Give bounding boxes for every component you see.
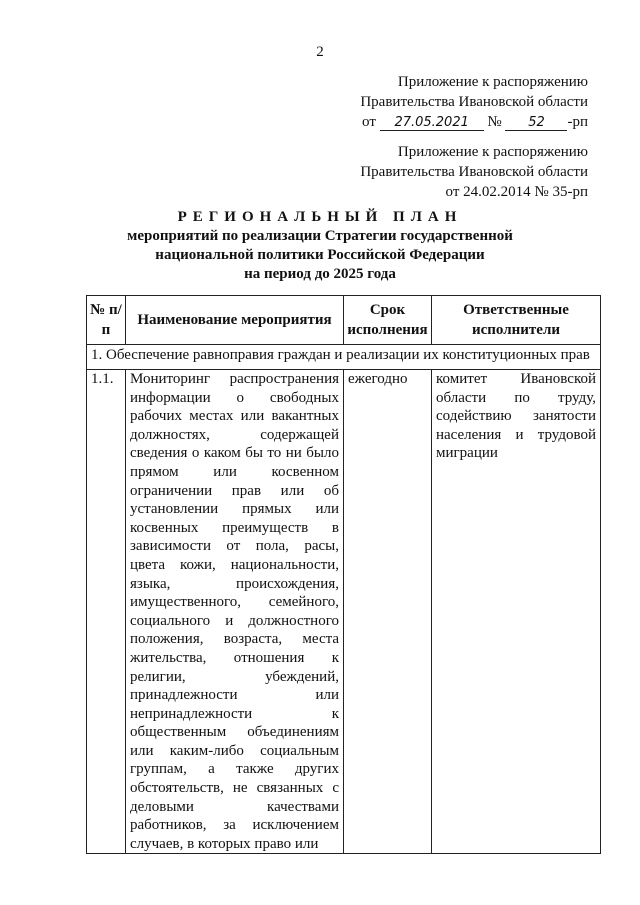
from-label: от [362,114,376,130]
plan-table [86,295,601,854]
header-number: № п/п [87,296,126,345]
appendix-current-line2: Правительства Ивановской области [360,94,588,110]
appendix-current-line1: Приложение к распоряжению [397,74,588,90]
title-line2: национальной политики Российской Федерации [155,247,485,263]
number-suffix: -рп [567,114,588,130]
row-number: 1.1. [87,370,126,854]
document-title [0,208,640,284]
table-header-row [87,296,601,345]
section-row [87,345,601,370]
title-line1: мероприятий по реализации Стратегии государственной [127,228,513,244]
title-line3: на период до 2025 года [244,266,396,282]
section-1-title: 1. Обеспечение равноправия граждан и реализации их конституционных прав [87,345,601,370]
table-row [87,370,601,854]
row-term: ежегодно [344,370,432,854]
appendix-current-line3 [360,112,588,132]
title-main: РЕГИОНАЛЬНЫЙ ПЛАН [177,209,463,225]
header-name: Наименование мероприятия [126,296,344,345]
row-name: Мониторинг распространения информации о свободных рабочих местах или вакантных должностях, содержащей сведения о каком бы то ни было прямом или косвенном ограничении прав или об установлении прямых или косвенных преимуществ в зависимости от пола, расы, цвета кожи, национальности, языка, происхождения, имущественного, семейного, социального и должностного положения, возраста, места жительства, отношения к религии, убеждений, принадлежности или непринадлежности к общественным объединениям или каким-либо социальным группам, а также других обстоятельств, не связанных с деловыми качествами работников, за исключением случаев, в которых право или [126,370,344,854]
appendix-original [360,142,588,202]
page-number: 2 [316,44,324,60]
header-term: Срок исполнения [344,296,432,345]
appendix-original-line1: Приложение к распоряжению [397,144,588,160]
appendix-original-line2: Правительства Ивановской области [360,164,588,180]
appendix-current [360,72,588,132]
appendix-original-line3: от 24.02.2014 № 35-рп [445,184,588,200]
header-responsible: Ответственные исполнители [432,296,601,345]
number-label: № [487,114,502,130]
row-responsible: комитет Ивановской области по труду, содействию занятости населения и трудовой миграции [432,370,601,854]
handwritten-number: 52 [505,116,567,131]
handwritten-date: 27.05.2021 [380,116,484,131]
